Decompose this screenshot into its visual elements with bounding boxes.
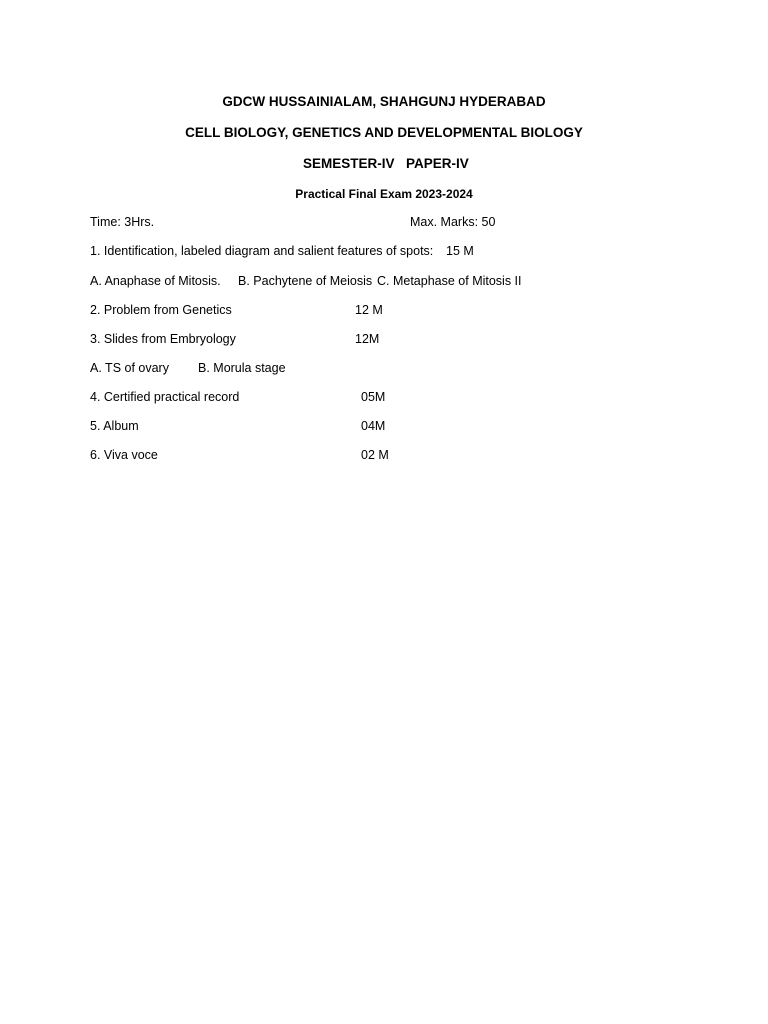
paper-label: PAPER-IV <box>406 156 469 171</box>
semester-label: SEMESTER-IV <box>303 156 395 171</box>
item-marks: 15 M <box>446 244 474 258</box>
item-label: 6. Viva voce <box>90 448 158 462</box>
item-label: 3. Slides from Embryology <box>90 332 236 346</box>
spot-b: B. Pachytene of Meiosis <box>238 274 373 288</box>
item-label: 5. Album <box>90 419 139 433</box>
item-marks: 12M <box>355 332 380 346</box>
item-label: 4. Certified practical record <box>90 390 240 404</box>
max-marks-text: Max. Marks: 50 <box>410 215 496 229</box>
item-label: 2. Problem from Genetics <box>90 303 232 317</box>
item-marks: 02 M <box>361 448 389 462</box>
spot-a: A. Anaphase of Mitosis. <box>90 274 221 288</box>
slide-a: A. TS of ovary <box>90 361 169 375</box>
college-title: GDCW HUSSAINIALAM, SHAHGUNJ HYDERABAD <box>222 94 546 109</box>
item-label: 1. Identification, labeled diagram and salient features of spots: <box>90 244 434 258</box>
spot-c: C. Metaphase of Mitosis II <box>377 274 522 288</box>
slide-b: B. Morula stage <box>198 361 286 375</box>
exam-title: Practical Final Exam 2023-2024 <box>295 187 473 201</box>
item-marks: 12 M <box>355 303 383 317</box>
item-marks: 05M <box>361 390 386 404</box>
subject-title: CELL BIOLOGY, GENETICS AND DEVELOPMENTAL BIOLOGY <box>185 125 583 140</box>
item-marks: 04M <box>361 419 386 433</box>
time-text: Time: 3Hrs. <box>90 215 155 229</box>
